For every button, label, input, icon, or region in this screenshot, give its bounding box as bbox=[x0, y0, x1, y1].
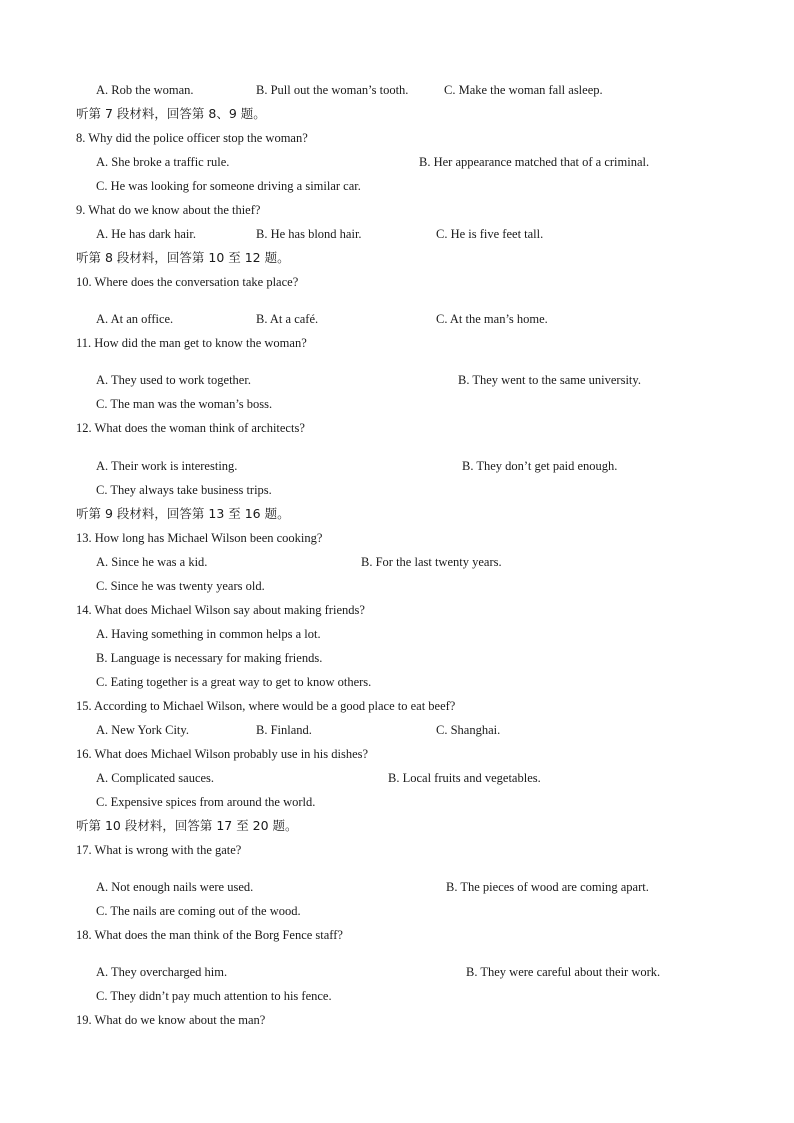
option-text: C. Make the woman fall asleep. bbox=[444, 83, 603, 97]
option-text: A. Their work is interesting. bbox=[96, 459, 238, 473]
question-text: 18. What does the man think of the Borg Fence staff? bbox=[76, 928, 343, 942]
question-text: 9. What do we know about the thief? bbox=[76, 203, 261, 217]
option-text: B. At a café. bbox=[256, 312, 319, 326]
section-heading: 听第 7 段材料，回答第 8、9 题。 bbox=[76, 106, 266, 121]
option-text: C. Eating together is a great way to get to know others. bbox=[96, 675, 372, 689]
option-text: C. The man was the woman’s boss. bbox=[96, 397, 273, 411]
option-text: A. Not enough nails were used. bbox=[96, 880, 254, 894]
section-heading: 听第 8 段材料，回答第 10 至 12 题。 bbox=[76, 250, 290, 265]
option-text: A. At an office. bbox=[96, 312, 174, 326]
option-text: B. Her appearance matched that of a criminal. bbox=[419, 155, 650, 169]
option-text: A. Having something in common helps a lot. bbox=[96, 627, 321, 641]
option-text: C. He was looking for someone driving a similar car. bbox=[96, 179, 361, 193]
option-text: B. Language is necessary for making friends. bbox=[96, 651, 323, 665]
option-text: C. They didn’t pay much attention to his fence. bbox=[96, 989, 332, 1003]
option-text: A. She broke a traffic rule. bbox=[96, 155, 230, 169]
question-text: 8. Why did the police officer stop the woman? bbox=[76, 131, 308, 145]
option-text: C. He is five feet tall. bbox=[436, 227, 544, 241]
section-heading: 听第 10 段材料，回答第 17 至 20 题。 bbox=[76, 818, 298, 833]
question-text: 11. How did the man get to know the woman? bbox=[76, 336, 307, 350]
option-text: B. They were careful about their work. bbox=[466, 965, 661, 979]
option-text: A. Since he was a kid. bbox=[96, 555, 208, 569]
section-heading: 听第 9 段材料，回答第 13 至 16 题。 bbox=[76, 506, 290, 521]
question-text: 16. What does Michael Wilson probably use in his dishes? bbox=[76, 747, 369, 761]
question-text: 14. What does Michael Wilson say about making friends? bbox=[76, 603, 365, 617]
option-text: B. Finland. bbox=[256, 723, 312, 737]
option-text: B. The pieces of wood are coming apart. bbox=[446, 880, 649, 894]
option-text: B. They went to the same university. bbox=[458, 373, 641, 387]
question-text: 10. Where does the conversation take place? bbox=[76, 275, 299, 289]
option-text: A. They used to work together. bbox=[96, 373, 251, 387]
option-text: C. Shanghai. bbox=[436, 723, 501, 737]
option-text: C. They always take business trips. bbox=[96, 483, 272, 497]
option-text: B. Local fruits and vegetables. bbox=[388, 771, 541, 785]
question-text: 12. What does the woman think of architects? bbox=[76, 421, 305, 435]
option-text: B. For the last twenty years. bbox=[361, 555, 502, 569]
question-text: 19. What do we know about the man? bbox=[76, 1013, 266, 1027]
option-text: B. He has blond hair. bbox=[256, 227, 362, 241]
option-text: C. Since he was twenty years old. bbox=[96, 579, 265, 593]
option-text: A. Complicated sauces. bbox=[96, 771, 215, 785]
option-text: C. Expensive spices from around the world. bbox=[96, 795, 316, 809]
option-text: A. Rob the woman. bbox=[96, 83, 194, 97]
option-text: B. They don’t get paid enough. bbox=[462, 459, 618, 473]
option-text: C. At the man’s home. bbox=[436, 312, 548, 326]
question-text: 15. According to Michael Wilson, where would be a good place to eat beef? bbox=[76, 699, 456, 713]
option-text: C. The nails are coming out of the wood. bbox=[96, 904, 301, 918]
option-text: A. New York City. bbox=[96, 723, 189, 737]
question-text: 13. How long has Michael Wilson been cooking? bbox=[76, 531, 323, 545]
option-text: B. Pull out the woman’s tooth. bbox=[256, 83, 409, 97]
option-text: A. They overcharged him. bbox=[96, 965, 228, 979]
option-text: A. He has dark hair. bbox=[96, 227, 196, 241]
question-text: 17. What is wrong with the gate? bbox=[76, 843, 242, 857]
